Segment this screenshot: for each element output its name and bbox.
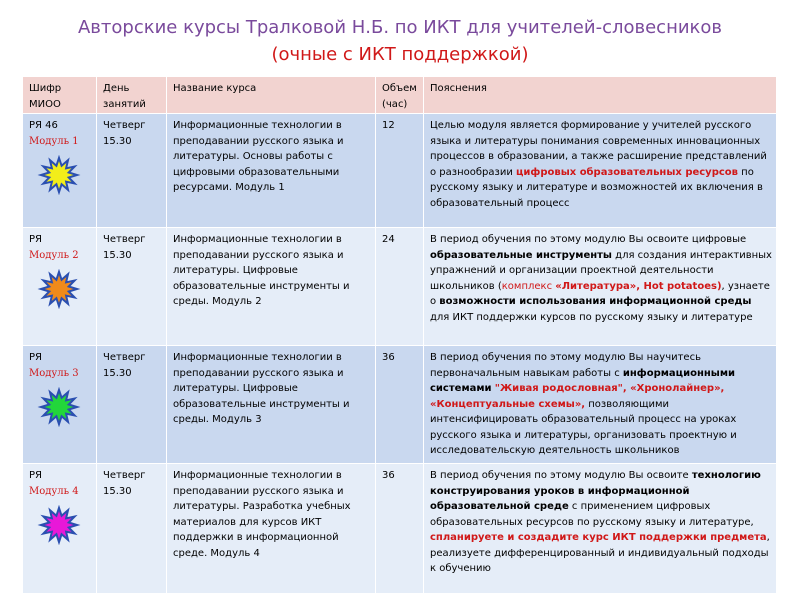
note-text: Целью модуля является формирование у учителей русского языка и литературы понимания современных инновационных процессов в образовании, а также расширение представлений о разнообразии (430, 120, 767, 178)
course-code: РЯ (29, 352, 42, 363)
header-hours: Объем (час) (376, 77, 424, 114)
hours-cell: 36 (376, 464, 424, 594)
title-line-1: Авторские курсы Тралковой Н.Б. по ИКТ для учителей-словесников (77, 17, 723, 38)
note-text: с применением цифровых образовательных ресурсов по русскому языку и литературе, (430, 501, 754, 528)
code-cell (23, 114, 97, 228)
note-bold: технологию конструирования уроков в информационной образовательной среде (430, 470, 761, 512)
note-text: позволяющими интенсифицировать образовательный процесс на уроках русского языка и литературы, организовать проектную и исследовательскую деятельность школьников (430, 398, 737, 456)
hours-cell: 24 (376, 228, 424, 346)
course-cell: Информационные технологии в преподавании русского языка и литературы. Цифровые образовательные инструменты и среды. Модуль 2 (167, 228, 376, 346)
note-highlight: спланируете и создадите курс ИКТ поддержки предмета (430, 532, 767, 543)
note-text: для создания интерактивных упражнений и организации проектной деятельности школьников ( (430, 249, 772, 292)
code-cell (23, 228, 97, 346)
table-row (23, 114, 777, 228)
note-cell (424, 464, 777, 594)
module-label: Модуль 2 (29, 249, 79, 261)
note-text: В период обучения по этому модулю Вы научитесь первоначальным навыкам работы с (430, 352, 701, 379)
table-row (23, 228, 777, 346)
star-burst-icon (37, 387, 81, 427)
table-row (23, 464, 777, 594)
star-burst-icon (37, 505, 81, 545)
course-cell: Информационные технологии в преподавании русского языка и литературы. Основы работы с цифровыми образовательными ресурсами. Модуль 1 (167, 114, 376, 228)
courses-table (22, 76, 777, 594)
page-title (0, 14, 800, 68)
table-header-row (23, 77, 777, 114)
course-cell: Информационные технологии в преподавании русского языка и литературы. Разработка учебных материалов для курсов ИКТ поддержки в информационной среде. Модуль 4 (167, 464, 376, 594)
module-label: Модуль 3 (29, 367, 79, 379)
note-bold: информационными системами (430, 367, 736, 394)
note-highlight: комплекс (501, 280, 553, 292)
note-text: по русскому языку и литературе и возможностей их включения в образовательный процесс (430, 166, 763, 209)
note-text: , реализуете дифференцированный и индивидуальный подходы к обучению (430, 532, 770, 574)
note-cell (424, 228, 777, 346)
note-text: В период обучения по этому модулю Вы освоите цифровые (430, 234, 747, 245)
header-course: Название курса (167, 77, 376, 114)
header-day: День занятий (97, 77, 167, 114)
code-cell (23, 346, 97, 464)
day-cell: Четверг 15.30 (97, 464, 167, 594)
day-cell: Четверг 15.30 (97, 346, 167, 464)
module-label: Модуль 4 (29, 485, 79, 497)
star-burst-icon (37, 269, 81, 309)
note-bold: образовательные инструменты (430, 249, 612, 261)
star-burst-icon (37, 155, 81, 195)
note-highlight: цифровых образовательных ресурсов (516, 166, 738, 178)
table-row (23, 346, 777, 464)
module-label: Модуль 1 (29, 135, 79, 147)
note-text: В период обучения по этому модулю Вы освоите (430, 470, 692, 481)
note-text: , узнаете о (430, 280, 770, 307)
day-cell: Четверг 15.30 (97, 228, 167, 346)
note-highlight: "Живая родословная", «Хронолайнер», «Концептуальные схемы», (430, 383, 725, 410)
header-code: Шифр МИОО (23, 77, 97, 114)
note-highlight: «Литература», Hot potatoes) (555, 280, 722, 292)
note-bold: возможности использования информационной среды (439, 296, 752, 307)
hours-cell: 12 (376, 114, 424, 228)
hours-cell: 36 (376, 346, 424, 464)
course-code: РЯ (29, 470, 42, 481)
note-text: для ИКТ поддержки курсов по русскому языку и литературе (430, 311, 753, 323)
title-line-2: (очные с ИКТ поддержкой) (271, 44, 529, 65)
course-code: РЯ (29, 234, 42, 245)
note-cell (424, 114, 777, 228)
header-notes: Пояснения (424, 77, 777, 114)
course-cell: Информационные технологии в преподавании русского языка и литературы. Цифровые образовательные инструменты и среды. Модуль 3 (167, 346, 376, 464)
note-cell (424, 346, 777, 464)
code-cell (23, 464, 97, 594)
course-code: РЯ 46 (29, 120, 58, 131)
day-cell: Четверг 15.30 (97, 114, 167, 228)
